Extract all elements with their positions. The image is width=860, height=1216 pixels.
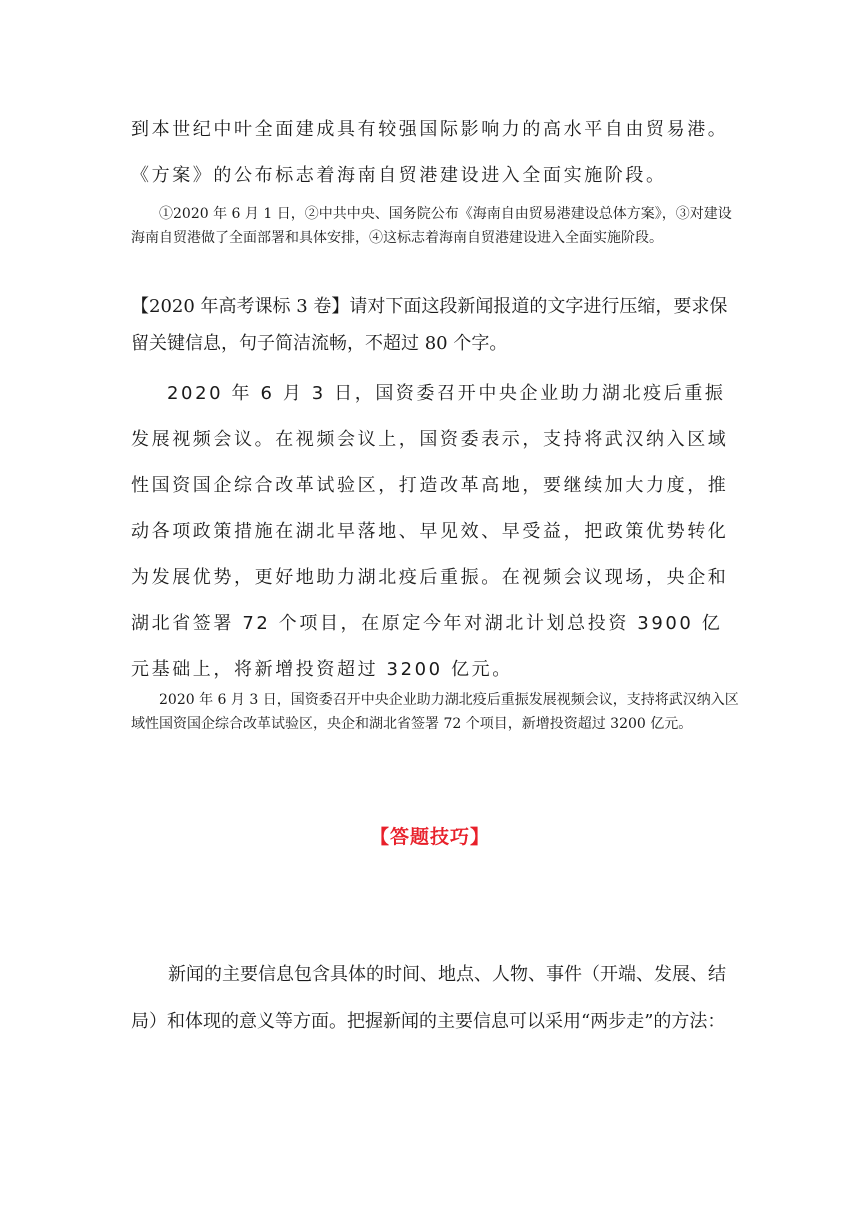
exam-question: 【2020 年高考课标 3 卷】请对下面这段新闻报道的文字进行压缩，要求保留关键信息，句子简洁流畅，不超过 80 个字。 xyxy=(131,296,728,354)
plan-paragraph: 到本世纪中叶全面建成具有较强国际影响力的高水平自由贸易港。《方案》的公布标志着海南自贸港建设进入全面实施阶段。 xyxy=(131,119,729,186)
section-heading: 【答题技巧】 xyxy=(369,826,490,848)
tips-paragraph: 新闻的主要信息包含具体的时间、地点、人物、事件（开端、发展、结局）和体现的意义等方面。把握新闻的主要信息可以采用“两步走”的方法： xyxy=(131,964,726,1032)
analysis-note: ①2020 年 6 月 1 日，②中共中央、国务院公布《海南自由贸易港建设总体方案》，③对建设海南自贸港做了全面部署和具体安排，④这标志着海南自贸港建设进入全面实施阶段。 xyxy=(131,206,732,246)
news-paragraph: 2020 年 6 月 3 日，国资委召开中央企业助力湖北疫后重振发展视频会议。在视频会议上，国资委表示，支持将武汉纳入区域性国资国企综合改革试验区，打造改革高地，要继续加大力度，推动各项政策措施在湖北早落地、早见效、早受益，把政策优势转化为发展优势，更好地助力湖北疫后重振。在视频会议现场，央企和湖北省签署 72 个项目，在原定今年对湖北计划总投资 3900 亿元基础上，将新增投资超过 3200 亿元。 xyxy=(131,383,729,680)
answer-paragraph: 2020 年 6 月 3 日，国资委召开中央企业助力湖北疫后重振发展视频会议，支持将武汉纳入区域性国资国企综合改革试验区，央企和湖北省签署 72 个项目，新增投资超过 3200 亿元。 xyxy=(131,692,739,732)
